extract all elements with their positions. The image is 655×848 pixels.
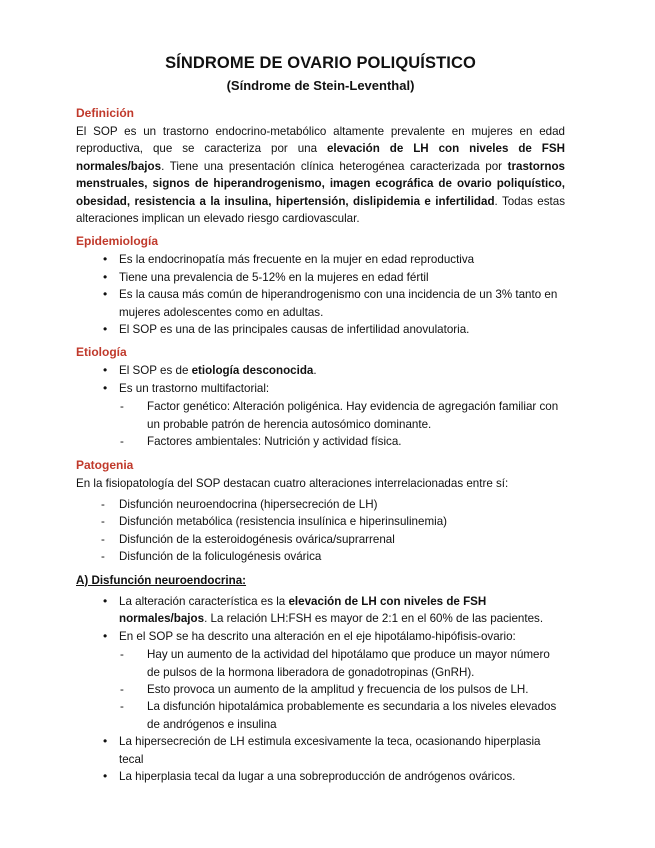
definicion-bold-1: elevación de LH con niveles de FSH normales/bajos — [76, 142, 565, 173]
definicion-text-2: . Tiene una presentación clínica heterogénea caracterizada por — [161, 159, 508, 173]
definicion-text-1: El SOP es un trastorno endocrino-metabólico altamente prevalente en mujeres en edad reproductiva, que se caracteriza por una — [76, 125, 565, 156]
list-item: • En el SOP se ha descrito una alteración en el eje hipotálamo-hipófisis-ovario: — [76, 628, 565, 645]
document-subtitle: (Síndrome de Stein-Leventhal) — [226, 78, 415, 93]
section-heading-etiologia: Etiología — [76, 345, 127, 360]
neuroendocrina-sublist-wrapper — [76, 646, 565, 733]
section-heading-epidemiologia: Epidemiología — [76, 234, 159, 249]
etiologia-sublist — [76, 398, 565, 450]
list-item: - Disfunción de la esteroidogénesis ovárica/suprarrenal — [76, 531, 565, 548]
sublist-item: - Factores ambientales: Nutrición y actividad física. — [76, 433, 565, 450]
neuro-item1-bold: elevación de LH con niveles de FSH normales/bajos — [119, 594, 487, 626]
etiologia-item1-pre: El SOP es de — [119, 364, 192, 378]
sublist-item: - La disfunción hipotalámica probablemente es secundaria a los niveles elevados de andrógenos e insulina — [76, 698, 565, 733]
subsection-heading-neuroendocrina: A) Disfunción neuroendocrina: — [76, 573, 247, 587]
list-item — [76, 362, 565, 379]
list-item: - Disfunción neuroendocrina (hipersecreción de LH) — [76, 496, 565, 513]
definicion-bold-2: trastornos menstruales, signos de hiperandrogenismo, imagen ecográfica de ovario poliquístico, obesidad, resistencia a la insulina, hipertensión, dislipidemia e infertilidad — [76, 159, 565, 208]
list-item: • La hiperplasia tecal da lugar a una sobreproducción de andrógenos ováricos. — [76, 768, 565, 785]
sublist-item: - Esto provoca un aumento de la amplitud y frecuencia de los pulsos de LH. — [76, 681, 565, 698]
list-item: • Es la causa más común de hiperandrogenismo con una incidencia de un 3% tanto en mujeres adolescentes como en adultas. — [76, 286, 565, 321]
neuroendocrina-sublist — [76, 646, 565, 733]
definicion-text-3: . Todas estas alteraciones implican un elevado riesgo cardiovascular. — [76, 194, 565, 226]
list-item: - Disfunción de la foliculogénesis ovárica — [76, 548, 565, 565]
list-item: • La hipersecreción de LH estimula excesivamente la teca, ocasionando hiperplasia tecal — [76, 733, 565, 768]
patogenia-intro: En la fisiopatología del SOP destacan cuatro alteraciones interrelacionadas entre sí: — [76, 476, 509, 490]
etiologia-item1-post: . — [313, 364, 317, 378]
sublist-item: - Hay un aumento de la actividad del hipotálamo que produce un mayor número de pulsos de la hormona liberadora de gonadotropinas (GnRH). — [76, 646, 565, 681]
definicion-paragraph — [76, 123, 565, 227]
sublist-item: - Factor genético: Alteración poligénica. Hay evidencia de agregación familiar con un probable patrón de herencia autosómico dominante. — [76, 398, 565, 433]
list-item: - Disfunción metabólica (resistencia insulínica e hiperinsulinemia) — [76, 513, 565, 530]
list-item: • Tiene una prevalencia de 5-12% en la mujeres en edad fértil — [76, 269, 565, 286]
list-item — [76, 593, 565, 628]
neuro-item1-pre: La alteración característica es la — [119, 594, 289, 608]
section-heading-definicion: Definición — [76, 106, 135, 120]
etiologia-item1-bold: etiología desconocida — [191, 364, 314, 378]
etiologia-list — [76, 362, 565, 450]
list-item: • El SOP es una de las principales causas de infertilidad anovulatoria. — [76, 321, 565, 338]
patogenia-list — [76, 496, 565, 566]
epidemiologia-list — [76, 251, 565, 338]
neuro-item1-post: . La relación LH:FSH es mayor de 2:1 en el 60% de las pacientes. — [204, 612, 544, 626]
list-item: • Es un trastorno multifactorial: — [76, 380, 565, 397]
etiologia-sublist-wrapper — [76, 398, 565, 450]
list-item: • Es la endocrinopatía más frecuente en la mujer en edad reproductiva — [76, 251, 565, 268]
section-heading-patogenia: Patogenia — [76, 457, 134, 472]
neuroendocrina-list — [76, 593, 565, 785]
document-title: SÍNDROME DE OVARIO POLIQUÍSTICO — [165, 54, 476, 72]
